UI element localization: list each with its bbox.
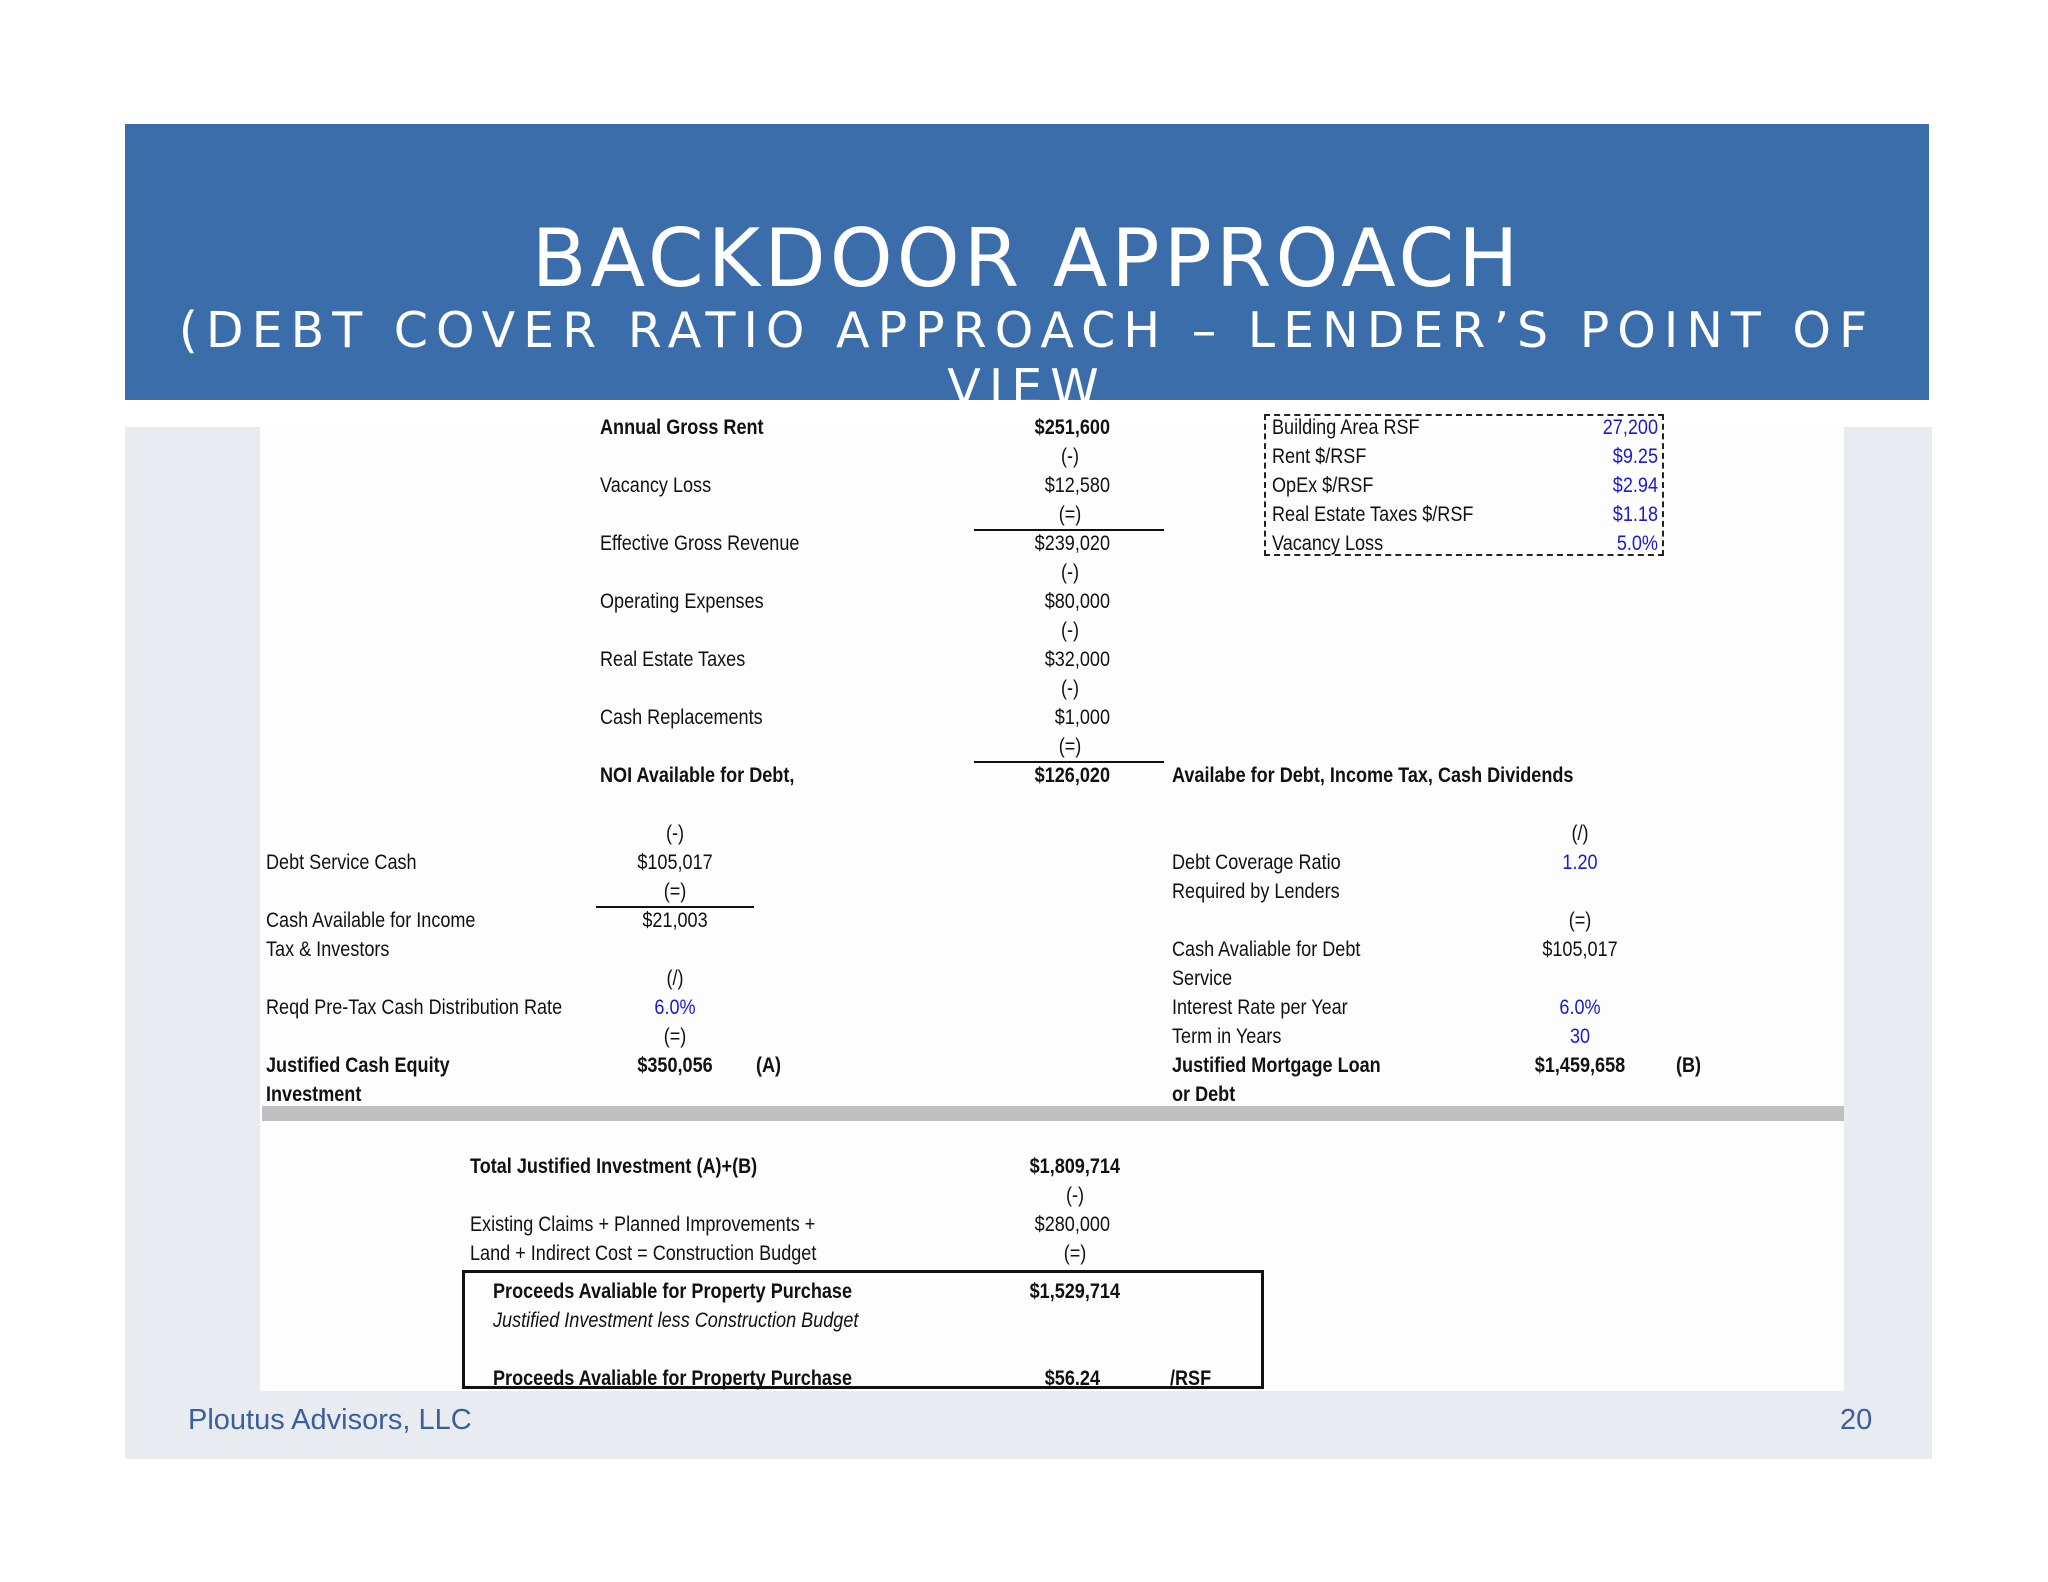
operator-equals: (=) bbox=[1058, 735, 1082, 758]
equity-tag-a: (A) bbox=[756, 1054, 782, 1077]
operator-equals: (=) bbox=[1568, 909, 1592, 932]
debt-service-cash-value: $105,017 bbox=[637, 851, 713, 874]
proceeds-note: Justified Investment less Construction Budget bbox=[493, 1309, 859, 1332]
annual-gross-rent-value: $251,600 bbox=[1034, 416, 1110, 439]
operator-equals: (=) bbox=[663, 880, 687, 903]
cash-available-label: Cash Available for Income bbox=[266, 909, 476, 932]
cash-for-debt-value: $105,017 bbox=[1542, 938, 1618, 961]
effective-gross-revenue-value: $239,020 bbox=[1034, 532, 1110, 555]
operator-equals: (=) bbox=[663, 1025, 687, 1048]
opex-rsf-label: OpEx $/RSF bbox=[1272, 474, 1374, 497]
proceeds-label: Proceeds Avaliable for Property Purchase bbox=[493, 1280, 853, 1303]
taxes-rsf-value: $1.18 bbox=[1612, 503, 1658, 526]
proceeds-value: $1,529,714 bbox=[1029, 1280, 1120, 1303]
cash-replacements-label: Cash Replacements bbox=[600, 706, 763, 729]
dcr-value: 1.20 bbox=[1562, 851, 1598, 874]
vacancy-rate-label: Vacancy Loss bbox=[1272, 532, 1384, 555]
proceeds-rsf-unit: /RSF bbox=[1170, 1367, 1212, 1390]
operator-minus: (-) bbox=[665, 822, 685, 845]
annual-gross-rent-label: Annual Gross Rent bbox=[600, 416, 764, 439]
building-area-value: 27,200 bbox=[1602, 416, 1658, 439]
operator-divide: (/) bbox=[666, 967, 684, 990]
proceeds-rsf-value: $56.24 bbox=[1044, 1367, 1100, 1390]
slide-subtitle: (DEBT COVER RATIO APPROACH – LENDER’S POINT OF VIEW bbox=[178, 302, 1876, 416]
real-estate-taxes-label: Real Estate Taxes bbox=[600, 648, 746, 671]
taxes-rsf-label: Real Estate Taxes $/RSF bbox=[1272, 503, 1474, 526]
section-divider bbox=[262, 1106, 1844, 1121]
noi-label: NOI Available for Debt, bbox=[600, 764, 795, 787]
construction-budget-label-line2: Land + Indirect Cost = Construction Budget bbox=[470, 1242, 817, 1265]
interest-rate-label: Interest Rate per Year bbox=[1172, 996, 1348, 1019]
cash-for-debt-label-line2: Service bbox=[1172, 967, 1233, 990]
term-value: 30 bbox=[1569, 1025, 1591, 1048]
operator-minus: (-) bbox=[1060, 677, 1080, 700]
dcr-label-line2: Required by Lenders bbox=[1172, 880, 1340, 903]
cash-for-debt-label: Cash Avaliable for Debt bbox=[1172, 938, 1361, 961]
noi-note: Availabe for Debt, Income Tax, Cash Dividends bbox=[1172, 764, 1574, 787]
justified-loan-label-line2: or Debt bbox=[1172, 1083, 1236, 1106]
interest-rate-value: 6.0% bbox=[1559, 996, 1601, 1019]
operating-expenses-value: $80,000 bbox=[1044, 590, 1110, 613]
cash-replacements-value: $1,000 bbox=[1054, 706, 1110, 729]
vacancy-rate-value: 5.0% bbox=[1616, 532, 1658, 555]
operator-minus: (-) bbox=[1065, 1184, 1085, 1207]
opex-rsf-value: $2.94 bbox=[1612, 474, 1658, 497]
justified-loan-value: $1,459,658 bbox=[1534, 1054, 1626, 1077]
vacancy-loss-value: $12,580 bbox=[1044, 474, 1110, 497]
distribution-rate-value: 6.0% bbox=[654, 996, 696, 1019]
effective-gross-revenue-label: Effective Gross Revenue bbox=[600, 532, 800, 555]
page-number: 20 bbox=[1840, 1404, 1873, 1436]
rent-rsf-label: Rent $/RSF bbox=[1272, 445, 1367, 468]
cash-available-value: $21,003 bbox=[642, 909, 708, 932]
justified-equity-label-line2: Investment bbox=[266, 1083, 362, 1106]
total-investment-label: Total Justified Investment (A)+(B) bbox=[470, 1155, 758, 1178]
operator-equals: (=) bbox=[1058, 503, 1082, 526]
footer-company: Ploutus Advisors, LLC bbox=[188, 1404, 472, 1436]
noi-value: $126,020 bbox=[1034, 764, 1110, 787]
operator-minus: (-) bbox=[1060, 619, 1080, 642]
operator-minus: (-) bbox=[1060, 445, 1080, 468]
term-label: Term in Years bbox=[1172, 1025, 1282, 1048]
total-investment-value: $1,809,714 bbox=[1029, 1155, 1120, 1178]
debt-service-cash-label: Debt Service Cash bbox=[266, 851, 417, 874]
operator-divide: (/) bbox=[1571, 822, 1589, 845]
construction-budget-value: $280,000 bbox=[1034, 1213, 1110, 1236]
justified-equity-value: $350,056 bbox=[637, 1054, 713, 1077]
operator-minus: (-) bbox=[1060, 561, 1080, 584]
distribution-rate-label: Reqd Pre-Tax Cash Distribution Rate bbox=[266, 996, 563, 1019]
operator-equals: (=) bbox=[1063, 1242, 1087, 1265]
cash-available-label-line2: Tax & Investors bbox=[266, 938, 390, 961]
proceeds-rsf-label: Proceeds Avaliable for Property Purchase bbox=[493, 1367, 853, 1390]
operating-expenses-label: Operating Expenses bbox=[600, 590, 764, 613]
dcr-label: Debt Coverage Ratio bbox=[1172, 851, 1341, 874]
real-estate-taxes-value: $32,000 bbox=[1044, 648, 1110, 671]
debt-tag-b: (B) bbox=[1676, 1054, 1702, 1077]
rent-rsf-value: $9.25 bbox=[1612, 445, 1658, 468]
title-banner bbox=[125, 124, 1929, 416]
justified-loan-label: Justified Mortgage Loan bbox=[1172, 1054, 1381, 1077]
justified-equity-label: Justified Cash Equity bbox=[266, 1054, 450, 1077]
construction-budget-label: Existing Claims + Planned Improvements + bbox=[470, 1213, 816, 1236]
building-area-label: Building Area RSF bbox=[1272, 416, 1420, 439]
vacancy-loss-label: Vacancy Loss bbox=[600, 474, 712, 497]
slide-title: BACKDOOR APPROACH bbox=[531, 212, 1523, 305]
